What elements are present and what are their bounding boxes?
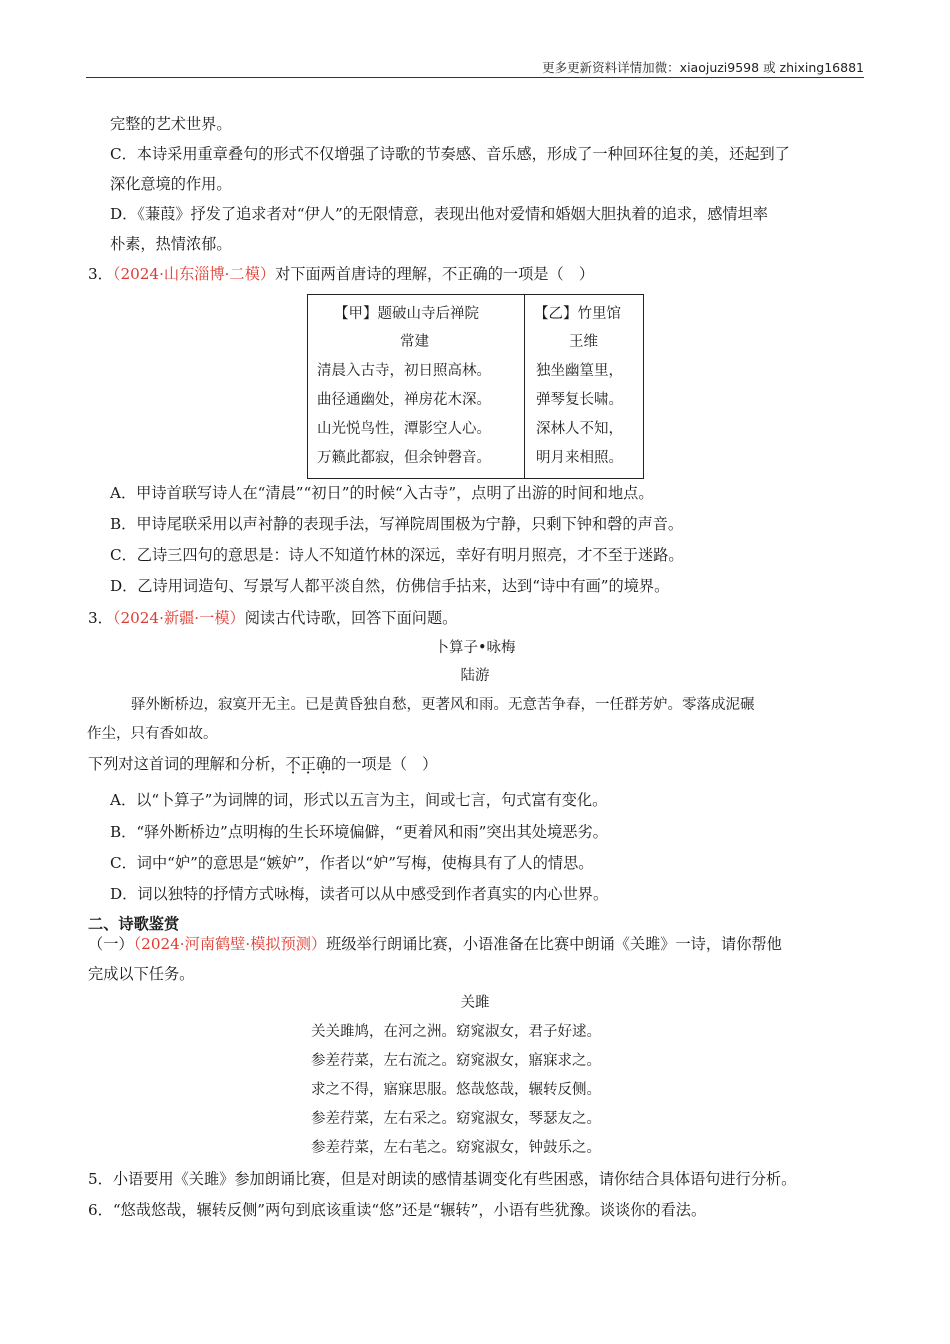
- guanju-line: 参差荇菜，左右采之。窈窕淑女，琴瑟友之。: [311, 1111, 601, 1127]
- section2-intro-line1: [88, 934, 782, 954]
- poem-jia-line: 曲径通幽处，禅房花木深。: [317, 392, 491, 408]
- question-source: （2024·山东淄博·二模）: [112, 265, 276, 283]
- q3b-question: [88, 754, 437, 774]
- table-divider: [524, 295, 525, 478]
- question-3b-line: [88, 608, 457, 628]
- q3a-option-b: B．甲诗尾联采用以声衬静的表现手法，写禅院周围极为宁静，只剩下钟和磬的声音。: [110, 515, 684, 533]
- poem-comparison-table: [307, 294, 644, 479]
- poem-yi-line: 深林人不知，: [536, 421, 623, 437]
- poem-yi-title: 【乙】竹里馆: [534, 306, 621, 322]
- prev-option-c-line2: 深化意境的作用。: [110, 175, 232, 193]
- guanju-line: 参差荇菜，左右芼之。窈窕淑女，钟鼓乐之。: [311, 1140, 601, 1156]
- question-number: 3．: [88, 265, 113, 283]
- part-label: （一）: [88, 935, 134, 953]
- intro-text: 班级举行朗诵比赛，小语准备在比赛中朗诵《关雎》一诗，请你帮他: [326, 935, 782, 953]
- poem-title-guanju: 关雎: [460, 995, 490, 1011]
- question-text: 下列对这首词的理解和分析，: [88, 755, 286, 773]
- question-stem: 对下面两首唐诗的理解，不正确的一项是（ ）: [275, 265, 595, 283]
- q3a-option-d: D．乙诗用词造句、写景写人都平淡自然，仿佛信手拈来，达到“诗中有画”的境界。: [110, 577, 670, 595]
- poem-jia-line: 清晨入古寺，初日照高林。: [317, 363, 491, 379]
- question-source: （2024·新疆·一模）: [112, 609, 245, 627]
- poem-body-line2: 作尘，只有香如故。: [87, 726, 218, 742]
- poem-jia-author: 常建: [400, 334, 429, 350]
- q3a-option-c: C．乙诗三四句的意思是：诗人不知道竹林的深远，幸好有明月照亮，才不至于迷路。: [110, 546, 684, 564]
- poem-jia-line: 山光悦鸟性，潭影空人心。: [317, 421, 491, 437]
- header-divider: [86, 77, 864, 78]
- poem-body-line1: 驿外断桥边，寂寞开无主。已是黄昏独自愁，更著风和雨。无意苦争春，一任群芳妒。零落成泥碾: [131, 697, 755, 713]
- question-stem: 阅读古代诗歌，回答下面问题。: [244, 609, 458, 627]
- emphasis-char: 确: [315, 755, 331, 773]
- emphasis-char: 不: [285, 755, 301, 773]
- emphasis-char: 正: [300, 755, 316, 773]
- q3b-option-a: A．以“卜算子”为词牌的词，形式以五言为主，间或七言，句式富有变化。: [110, 791, 608, 809]
- question-5: 5．小语要用《关雎》参加朗诵比赛，但是对朗读的感情基调变化有些困惑，请你结合具体语句进行分析。: [88, 1170, 797, 1188]
- guanju-line: 参差荇菜，左右流之。窈窕淑女，寤寐求之。: [311, 1053, 601, 1069]
- poem-yi-line: 弹琴复长啸。: [536, 392, 623, 408]
- guanju-line: 求之不得，寤寐思服。悠哉悠哉，辗转反侧。: [311, 1082, 601, 1098]
- prev-option-c-line1: C．本诗采用重章叠句的形式不仅增强了诗歌的节奏感、音乐感，形成了一种回环往复的美，还起到了: [110, 145, 790, 163]
- question-text: 的一项是（ ）: [331, 755, 438, 773]
- prev-option-d-line1: D．《蒹葭》抒发了追求者对“伊人”的无限情意，表现出他对爱情和婚姻大胆执着的追求，感情坦率: [110, 205, 768, 223]
- poem-author-luyou: 陆游: [460, 668, 490, 684]
- q3b-option-c: C．词中“妒”的意思是“嫉妒”，作者以“妒”写梅，使梅具有了人的情思。: [110, 854, 594, 872]
- guanju-line: 关关雎鸠，在河之洲。窈窕淑女，君子好逑。: [311, 1024, 601, 1040]
- poem-yi-author: 王维: [569, 334, 598, 350]
- section2-intro-line2: 完成以下任务。: [88, 965, 195, 983]
- poem-yi-line: 明月来相照。: [536, 450, 623, 466]
- question-number: 3．: [88, 609, 113, 627]
- poem-jia-line: 万籁此都寂，但余钟磬音。: [317, 450, 491, 466]
- q3b-option-d: D．词以独特的抒情方式咏梅，读者可以从中感受到作者真实的内心世界。: [110, 885, 609, 903]
- poem-title-busuanzi: 卜算子•咏梅: [434, 640, 516, 656]
- poem-yi-line: 独坐幽篁里，: [536, 363, 623, 379]
- page-header: 更多更新资料详情加微：xiaojuzi9598 或 zhixing16881: [542, 60, 864, 75]
- prev-option-d-line2: 朴素，热情浓郁。: [110, 235, 232, 253]
- question-6: 6．“悠哉悠哉，辗转反侧”两句到底该重读“悠”还是“辗转”，小语有些犹豫。谈谈你的看法。: [88, 1201, 707, 1219]
- q3a-option-a: A．甲诗首联写诗人在“清晨”“初日”的时候“入古寺”，点明了出游的时间和地点。: [110, 484, 654, 502]
- poem-jia-title: 【甲】题破山寺后禅院: [334, 306, 479, 322]
- question-3a-line: [88, 264, 594, 284]
- prev-continuation: 完整的艺术世界。: [110, 115, 232, 133]
- section-heading: 二、诗歌鉴赏: [88, 915, 180, 933]
- q3b-option-b: B．“驿外断桥边”点明梅的生长环境偏僻，“更着风和雨”突出其处境恶劣。: [110, 823, 608, 841]
- question-source: （2024·河南鹤壁·模拟预测）: [133, 935, 327, 953]
